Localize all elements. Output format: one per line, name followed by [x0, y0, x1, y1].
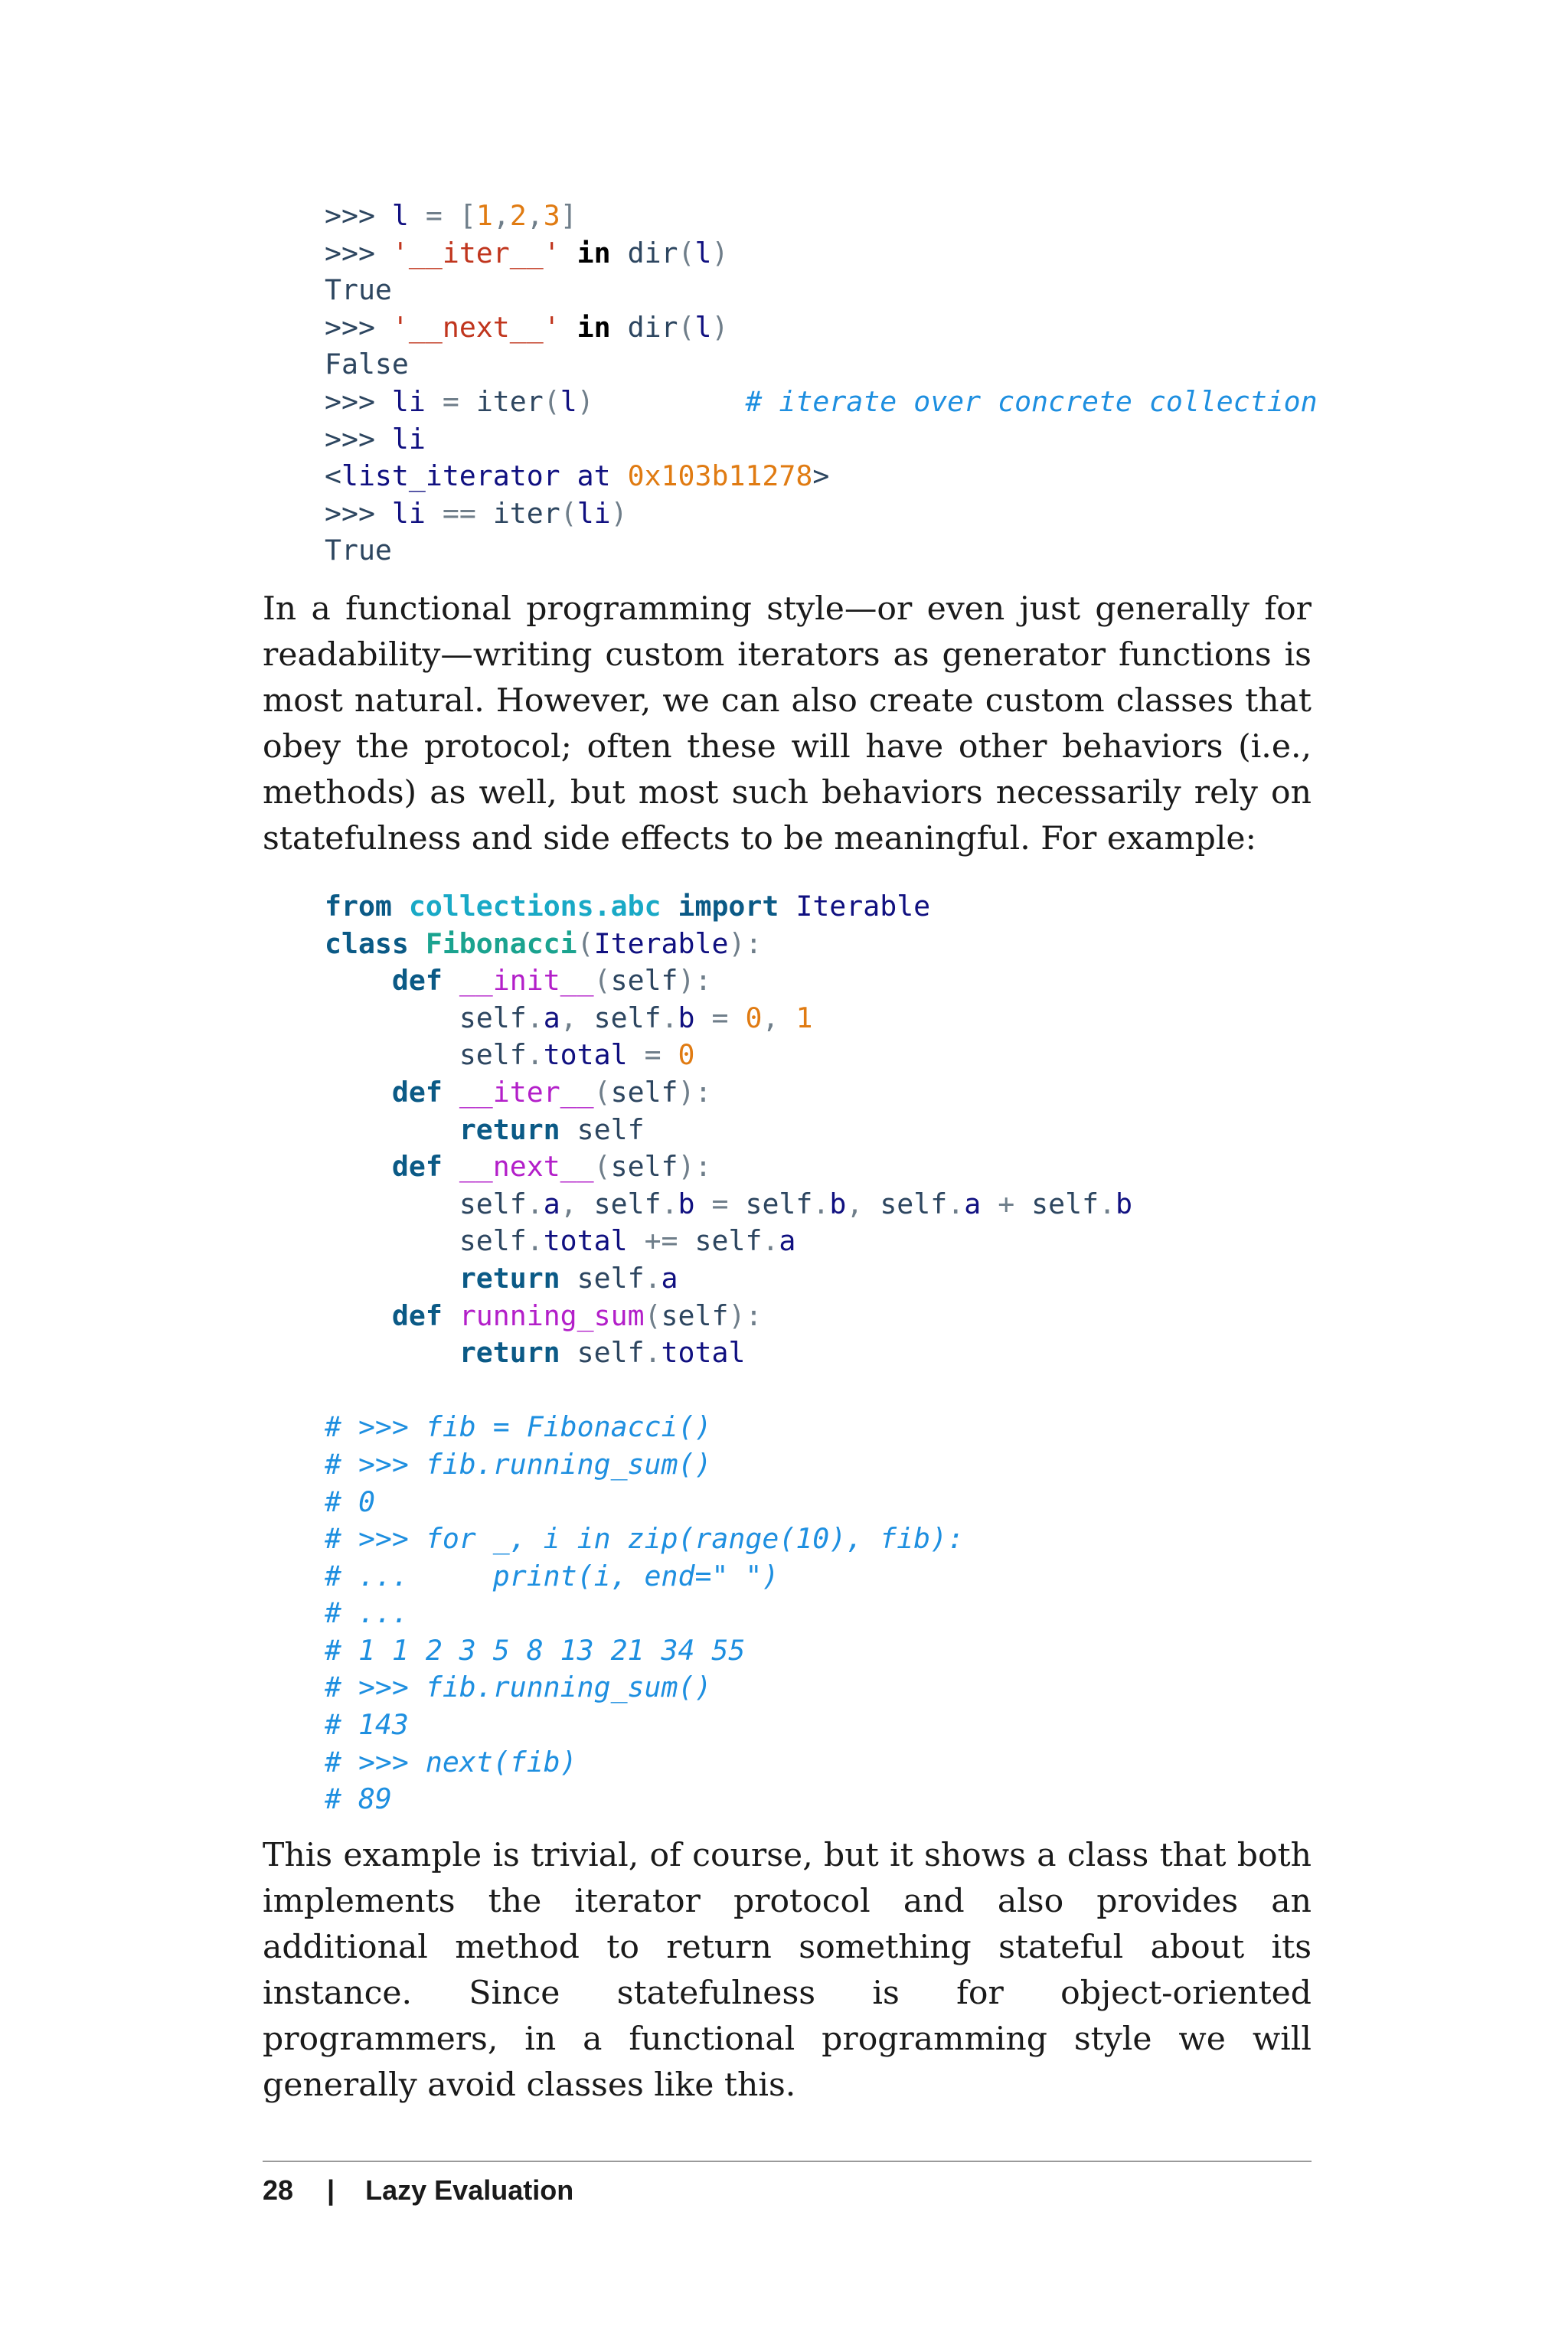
body-paragraph: In a functional programming style—or even just generally for readability—writing custom iterators as generator functions is most natural. However, we can also create custom classes that obey the protocol; often these will have other behaviors (i.e., methods) as well, but most such behaviors necessarily rely on statefulness and side effects to be meaningful. For example: [263, 590, 1312, 858]
page-footer [263, 2173, 573, 2208]
body-paragraph: This example is trivial, of course, but it shows a class that both implements the iterator protocol and also provides an additional method to return something stateful about its instance. Since statefulness is for object-oriented programmers, in a functional programming style we will generally avoid classes like this. [263, 1837, 1312, 2104]
footer-rule [263, 2161, 1312, 2162]
code-block-repl: >>> l = [1,2,3] >>> '__iter__' in dir(l) True >>> '__next__' in dir(l) False >>> li = iter(l) # iterate over concrete collection >>> li <list_iterator at 0x103b11278> >>> li == iter(li) True [325, 199, 1318, 567]
footer-separator: | [327, 2174, 335, 2206]
chapter-title: Lazy Evaluation [365, 2174, 574, 2206]
page-number: 28 [263, 2174, 294, 2206]
code-block-fibonacci: from collections.abc import Iterable class Fibonacci(Iterable): def __init__(self): self.a, self.b = 0, 1 self.total = 0 def __iter__(self): return self def __next__(self): self.a, self.b = self.b, self.a + self.b self.total += self.a return self.a def running_sum(self): return self.total # >>> fib = Fibonacci() # >>> fib.running_sum() # 0 # >>> for _, i in zip(range(10), fib): # ... print(i, end=" ") # ... # 1 1 2 3 5 8 13 21 34 55 # >>> fib.running_sum() # 143 # >>> next(fib) # 89 [325, 890, 1133, 1816]
